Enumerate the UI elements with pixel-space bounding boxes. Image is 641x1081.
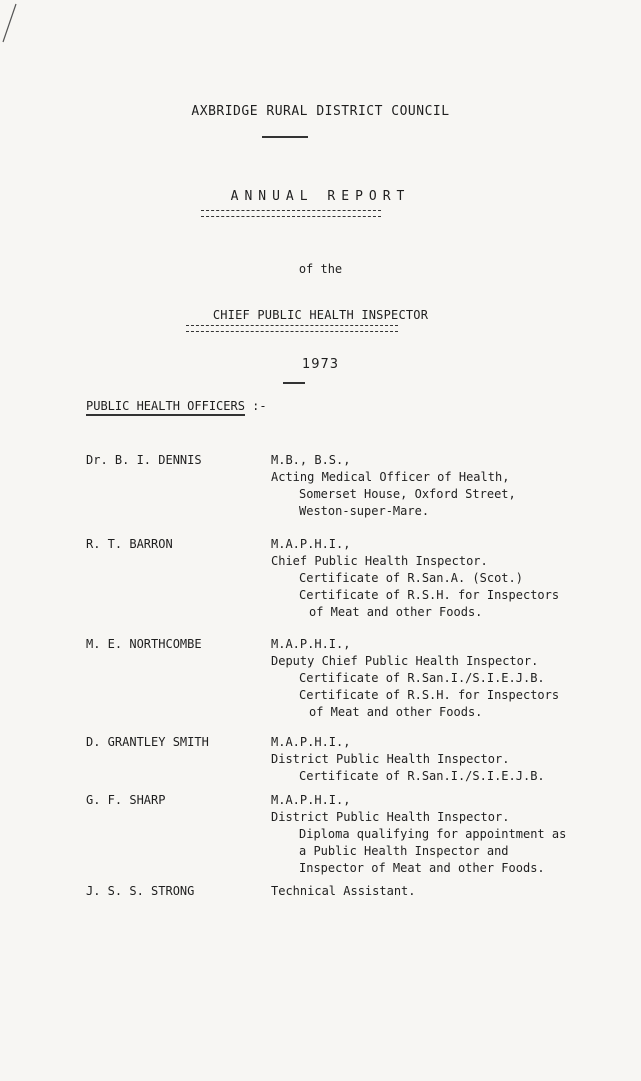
detail-line: Certificate of R.San.I./S.I.E.J.B. <box>299 671 545 685</box>
detail-line: Technical Assistant. <box>271 884 416 898</box>
subtitle-double-rule <box>186 325 398 332</box>
detail-line: Certificate of R.San.A. (Scot.) <box>299 571 523 585</box>
detail-line: of Meat and other Foods. <box>309 605 483 619</box>
officer-details <box>271 734 611 785</box>
title-double-rule <box>201 210 381 217</box>
report-title: ANNUAL REPORT <box>230 189 411 204</box>
detail-line: Acting Medical Officer of Health, <box>271 470 510 484</box>
detail-line: Certificate of R.S.H. for Inspectors <box>299 688 560 702</box>
officers-heading-label: PUBLIC HEALTH OFFICERS <box>86 399 245 416</box>
officer-name: M. E. NORTHCOMBE <box>86 637 202 651</box>
detail-line: Deputy Chief Public Health Inspector. <box>271 654 539 668</box>
detail-line: Chief Public Health Inspector. <box>271 554 488 568</box>
report-subtitle: CHIEF PUBLIC HEALTH INSPECTOR <box>212 308 429 322</box>
officer-details <box>271 636 611 721</box>
detail-line: Diploma qualifying for appointment as <box>299 827 567 841</box>
detail-line: Inspector of Meat and other Foods. <box>299 861 545 875</box>
short-rule <box>262 136 308 138</box>
detail-line: Certificate of R.San.I./S.I.E.J.B. <box>299 769 545 783</box>
detail-line: M.B., B.S., <box>271 453 351 467</box>
officer-name: Dr. B. I. DENNIS <box>86 453 202 467</box>
of-the-text: of the <box>298 262 343 276</box>
detail-line: District Public Health Inspector. <box>271 810 510 824</box>
officer-name: R. T. BARRON <box>86 537 173 551</box>
detail-line: Weston-super-Mare. <box>299 504 430 518</box>
officer-details <box>271 452 611 520</box>
detail-line: a Public Health Inspector and <box>299 844 509 858</box>
detail-line: of Meat and other Foods. <box>309 705 483 719</box>
report-year: 1973 <box>301 357 340 372</box>
officer-name: D. GRANTLEY SMITH <box>86 735 209 749</box>
detail-line: M.A.P.H.I., <box>271 735 351 749</box>
officer-details <box>271 792 611 877</box>
detail-line: M.A.P.H.I., <box>271 537 351 551</box>
detail-line: Certificate of R.S.H. for Inspectors <box>299 588 560 602</box>
detail-line: M.A.P.H.I., <box>271 793 351 807</box>
detail-line: M.A.P.H.I., <box>271 637 351 651</box>
officer-details <box>271 536 611 621</box>
year-rule <box>283 382 305 384</box>
officer-name: G. F. SHARP <box>86 793 166 807</box>
pencil-mark <box>0 0 30 50</box>
officers-heading-suffix: :- <box>244 399 267 413</box>
detail-line: Somerset House, Oxford Street, <box>299 487 516 501</box>
officer-details <box>271 883 611 900</box>
council-name: AXBRIDGE RURAL DISTRICT COUNCIL <box>191 104 450 119</box>
officer-name: J. S. S. STRONG <box>86 884 195 898</box>
detail-line: District Public Health Inspector. <box>271 752 510 766</box>
officers-heading <box>86 399 267 413</box>
